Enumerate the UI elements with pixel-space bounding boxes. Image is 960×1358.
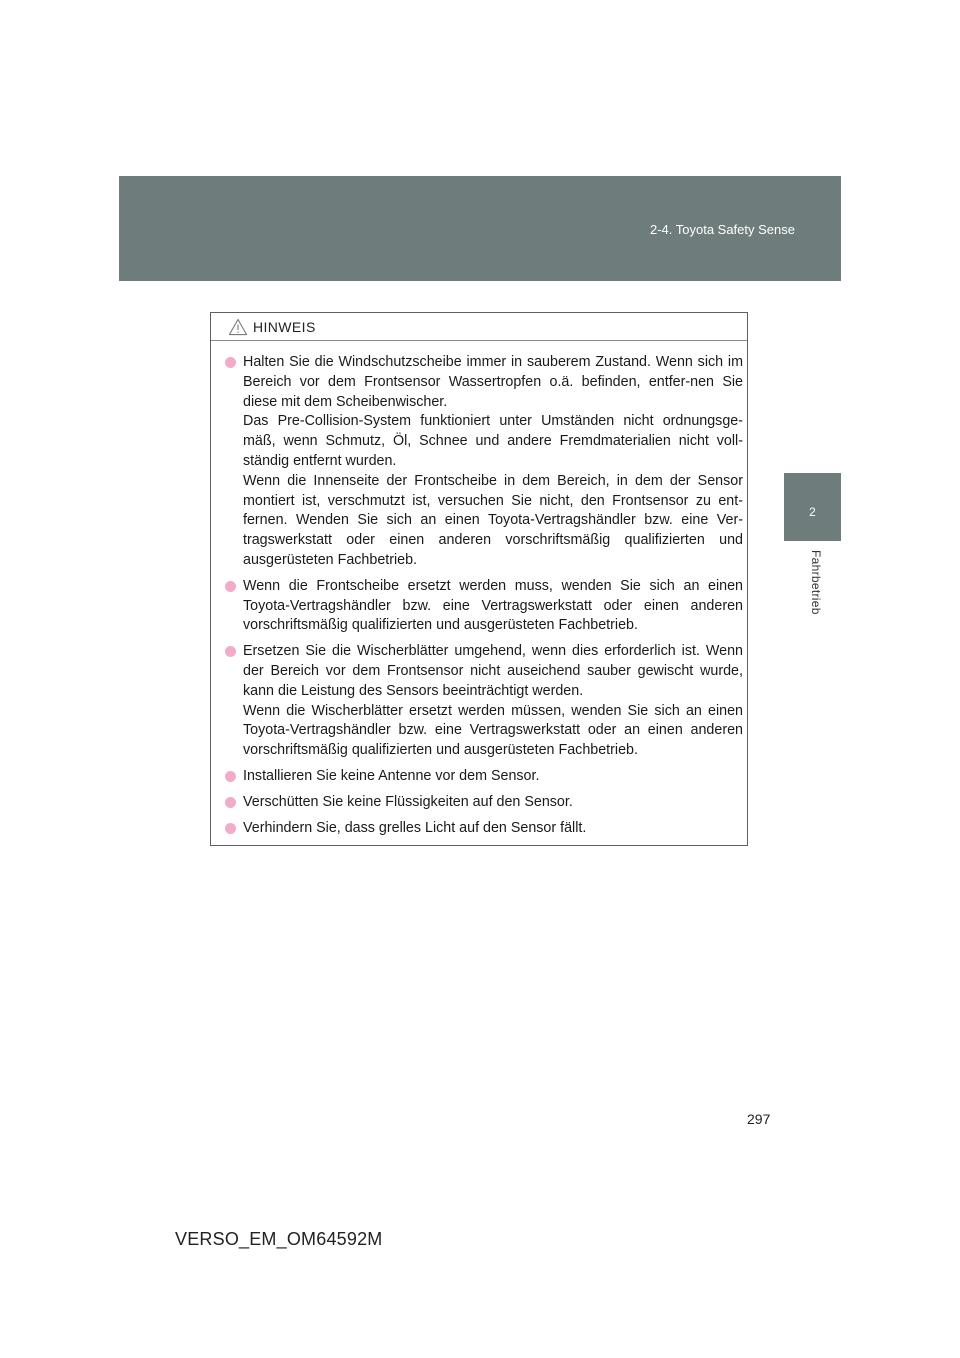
warning-triangle-icon bbox=[228, 318, 248, 336]
notice-paragraph: Ersetzen Sie die Wischerblätter umgehend, wenn dies erforderlich ist. Wenn der Bereich vor dem Frontsensor nicht auseichend sauber gewischt wurde, kann die Leistung des Sensors beeinträchtigt werden. bbox=[243, 643, 743, 699]
notice-list bbox=[223, 353, 743, 844]
notice-paragraph: Wenn die Innenseite der Frontscheibe in dem Bereich, in dem der Sensor montiert ist, verschmutzt ist, versuchen Sie nicht, den Frontsensor zu ent-fernen. Wenden Sie sich an einen Toyota-Vertragshändler bzw. eine Ver-tragswerkstatt oder einen anderen vorschriftsmäßig qualifizierten und ausgerüsteten Fachbetrieb. bbox=[243, 472, 743, 568]
chapter-label: Fahrbetrieb bbox=[809, 550, 823, 615]
notice-item bbox=[223, 793, 743, 813]
notice-header bbox=[211, 313, 747, 341]
chapter-number: 2 bbox=[809, 505, 816, 519]
notice-item bbox=[223, 819, 743, 839]
section-title: 2-4. Toyota Safety Sense bbox=[649, 222, 795, 237]
notice-paragraph: Wenn die Frontscheibe ersetzt werden muss, wenden Sie sich an einen Toyota-Vertragshändler bzw. eine Vertragswerkstatt oder einen anderen vorschriftsmäßig qualifizierten und ausgerüsteten Fachbetrieb. bbox=[243, 577, 743, 634]
notice-paragraph: Verschütten Sie keine Flüssigkeiten auf den Sensor. bbox=[243, 793, 573, 810]
bullet-icon bbox=[225, 646, 236, 657]
notice-title: HINWEIS bbox=[253, 319, 316, 335]
header-band bbox=[119, 176, 841, 281]
notice-paragraph: Das Pre-Collision-System funktioniert unter Umständen nicht ordnungsge-mäß, wenn Schmutz, Öl, Schnee und andere Fremdmaterialien nicht voll-ständig entfernt wurden. bbox=[243, 413, 743, 469]
bullet-icon bbox=[225, 823, 236, 834]
notice-item bbox=[223, 642, 743, 761]
notice-item bbox=[223, 353, 743, 571]
notice-box bbox=[210, 312, 748, 846]
notice-paragraph: Installieren Sie keine Antenne vor dem Sensor. bbox=[243, 767, 540, 784]
bullet-icon bbox=[225, 581, 236, 592]
bullet-icon bbox=[225, 771, 236, 782]
notice-paragraph: Halten Sie die Windschutzscheibe immer in sauberem Zustand. Wenn sich im Bereich vor dem Frontsensor Wassertropfen o.ä. befinden, entfer-nen Sie diese mit dem Scheibenwischer. bbox=[243, 354, 743, 410]
notice-item bbox=[223, 577, 743, 636]
bullet-icon bbox=[225, 797, 236, 808]
bullet-icon bbox=[225, 357, 236, 368]
page-number: 297 bbox=[747, 1111, 771, 1127]
document-code: VERSO_EM_OM64592M bbox=[175, 1229, 383, 1249]
notice-paragraph: Wenn die Wischerblätter ersetzt werden müssen, wenden Sie sich an einen Toyota-Vertragshändler bzw. eine Vertragswerkstatt oder an einen anderen vorschriftsmäßig qualifizierten und ausgerüsteten Fachbetrieb. bbox=[243, 702, 743, 759]
chapter-tab bbox=[784, 473, 841, 541]
notice-item bbox=[223, 767, 743, 787]
notice-paragraph: Verhindern Sie, dass grelles Licht auf den Sensor fällt. bbox=[243, 819, 587, 836]
